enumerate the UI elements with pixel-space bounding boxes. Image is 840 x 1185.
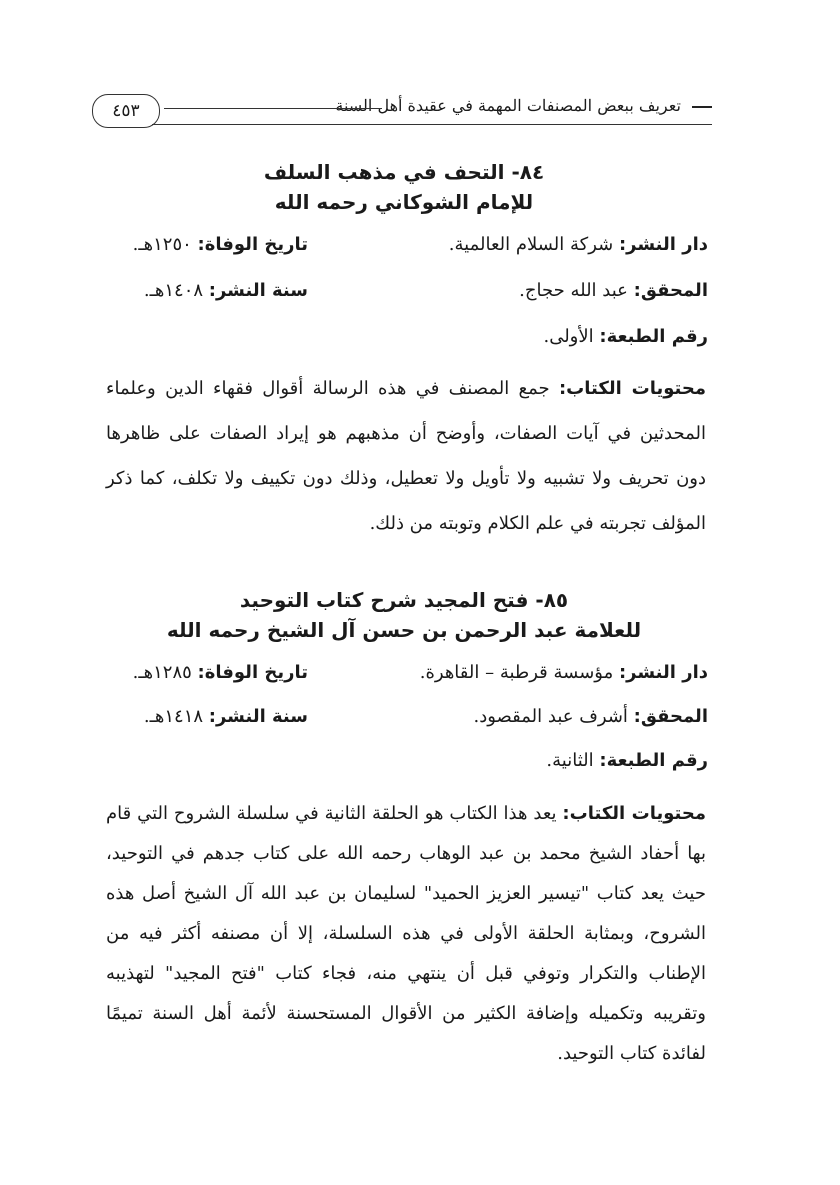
contents-text: جمع المصنف في هذه الرسالة أقوال فقهاء الدين وعلماء المحدثين في آيات الصفات، وأوضح أن مذهبهم هو إيراد الصفات على ظاهرها دون تحريف ولا تشبيه ولا تأويل ولا تعطيل، وذلك دون تكييف ولا تكلف، كما ذكر المؤلف تجربته في علم الكلام وتوبته من ذلك. xyxy=(106,378,706,534)
death-value: ١٢٨٥هـ. xyxy=(132,662,192,683)
page-number: ٤٥٣ xyxy=(92,94,160,128)
running-header xyxy=(92,94,712,130)
book84-publisher xyxy=(449,232,708,258)
book84-title: ٨٤- التحف في مذهب السلف xyxy=(263,160,545,184)
publisher-value: مؤسسة قرطبة – القاهرة. xyxy=(419,662,614,683)
book85-contents xyxy=(106,794,706,1074)
editor-label: المحقق: xyxy=(633,706,708,727)
header-ornament xyxy=(692,106,712,108)
publisher-value: شركة السلام العالمية. xyxy=(448,234,614,255)
edition-label: رقم الطبعة: xyxy=(599,750,708,771)
book84-death xyxy=(133,232,308,258)
book85-death xyxy=(133,660,308,686)
header-rule xyxy=(152,124,712,125)
contents-text: يعد هذا الكتاب هو الحلقة الثانية في سلسلة الشروح التي قام بها أحفاد الشيخ محمد بن عبد الوهاب رحمه الله على كتاب جدهم في التوحيد، حيث يعد كتاب "تيسير العزيز الحميد" لسليمان بن عبد الله آل الشيخ أصل هذه الشروح، وبمثابة الحلقة الأولى في هذه السلسلة، إلا أن مصنفه أكثر فيه من الإطناب والتكرار وتوفي قبل أن ينتهي منه، فجاء كتاب "فتح المجيد" لتهذيبه وتقريبه وتكميله وإضافة الكثير من الأقوال المستحسنة لأئمة أهل السنة تميمًا لفائدة كتاب التوحيد. xyxy=(106,803,706,1064)
book85-publisher xyxy=(420,660,708,686)
death-value: ١٢٥٠هـ. xyxy=(132,234,192,255)
contents-label: محتويات الكتاب: xyxy=(562,803,706,824)
book85-title: ٨٥- فتح المجيد شرح كتاب التوحيد xyxy=(239,588,569,612)
contents-label: محتويات الكتاب: xyxy=(558,378,706,399)
year-label: سنة النشر: xyxy=(208,706,308,727)
edition-label: رقم الطبعة: xyxy=(599,326,708,347)
year-label: سنة النشر: xyxy=(208,280,308,301)
editor-value: عبد الله حجاج. xyxy=(519,280,628,301)
book84-year xyxy=(144,278,308,304)
book84-edition xyxy=(543,324,708,350)
editor-value: أشرف عبد المقصود. xyxy=(473,706,628,727)
year-value: ١٤١٨هـ. xyxy=(143,706,204,727)
edition-value: الأولى. xyxy=(543,326,594,347)
edition-value: الثانية. xyxy=(546,750,594,771)
header-title: تعريف ببعض المصنفات المهمة في عقيدة أهل السنة xyxy=(335,96,681,115)
editor-label: المحقق: xyxy=(633,280,708,301)
book84-author: للإمام الشوكاني رحمه الله xyxy=(274,190,534,214)
book85-editor xyxy=(474,704,708,730)
publisher-label: دار النشر: xyxy=(618,234,708,255)
death-label: تاريخ الوفاة: xyxy=(197,234,308,255)
book85-author: للعلامة عبد الرحمن بن حسن آل الشيخ رحمه الله xyxy=(166,618,642,642)
book85-year xyxy=(144,704,308,730)
publisher-label: دار النشر: xyxy=(618,662,708,683)
book85-edition xyxy=(546,748,708,774)
header-rule-upper xyxy=(164,108,382,109)
book84-editor xyxy=(519,278,708,304)
year-value: ١٤٠٨هـ. xyxy=(143,280,204,301)
book84-contents xyxy=(106,366,706,546)
death-label: تاريخ الوفاة: xyxy=(197,662,308,683)
